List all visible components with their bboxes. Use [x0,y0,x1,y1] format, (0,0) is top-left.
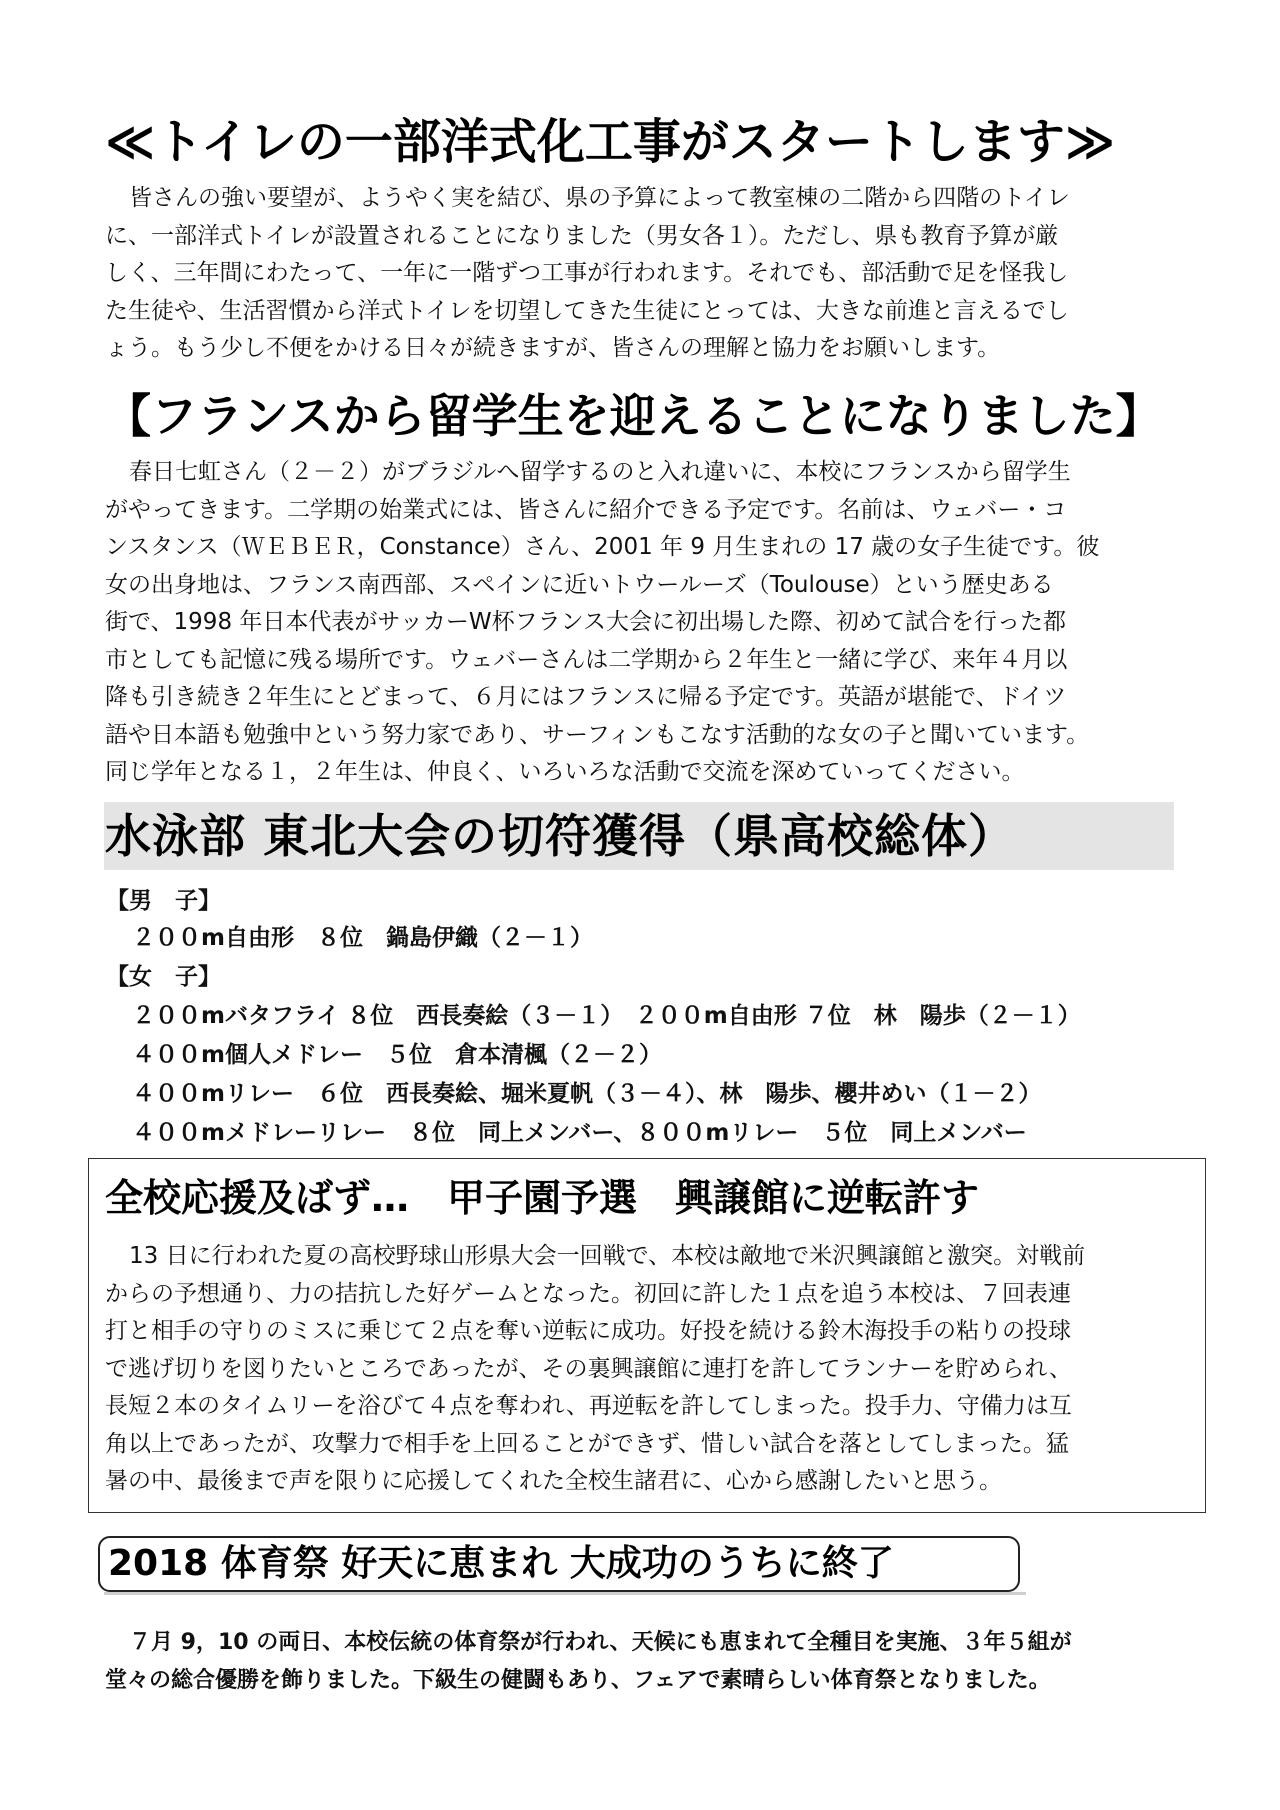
exchange-line: 語や日本語も勉強中という努力家であり、サーフィンもこなす活動的な女の子と聞いています。 [105,721,1090,748]
exchange-line: 降も引き続き２年生にとどまって、６月にはフランスに帰る予定です。英語が堪能で、ドイツ [105,684,1067,710]
exchange-article-body [105,454,1195,792]
baseball-line: で逃げ切りを図りたいところであったが、その裏興譲館に連打を許してランナーを貯められ、 [105,1355,1072,1382]
swim-result-row: ４００mリレー ６位 西長奏絵、堀米夏帆（３－４）、林 陽歩、櫻井めい（１－２） [132,1081,1042,1107]
baseball-article-title: 全校応援及ばず… 甲子園予選 興譲館に逆転許す [105,1176,980,1220]
swimming-article-title: 水泳部 東北大会の切符獲得（県高校総体） [105,809,1016,863]
exchange-line: 市としても記憶に残る場所です。ウェバーさんは二学期から２年生と一緒に学び、来年４月以 [105,646,1068,673]
girls-label: 【女 子】 [106,964,221,990]
baseball-line: 暑の中、最後まで声を限りに応援してくれた全校生諸君に、心から感謝したいと思う。 [105,1468,1002,1494]
baseball-line: 打と相手の守りのミスに乗じて２点を奪い逆転に成功。好投を続ける鈴木海投手の粘りの投球 [105,1318,1071,1344]
exchange-line: 同じ学年となる１，２年生は、仲良く、いろいろな活動で交流を深めていってください。 [105,759,1025,785]
exchange-article-title: 【フランスから留学生を迎えることになりました】 [105,389,1162,443]
exchange-line: 女の出身地は、フランス南西部、スペインに近いトウールーズ（Toulouse）という歴史ある [105,571,1054,598]
boys-label: 【男 子】 [106,888,221,914]
toilet-line: 皆さんの強い要望が、ようやく実を結び、県の予算によって教室棟の二階から四階のトイレ [129,185,1070,211]
sportsday-line: 堂々の総合優勝を飾りました。下級生の健闘もあり、フェアで素晴らしい体育祭となりました。 [105,1668,1051,1693]
toilet-line: しく、三年間にわたって、一年に一階ずつ工事が行われます。それでも、部活動で足を怪我し [105,260,1069,286]
swim-result-row: ４００mメドレーリレー ８位 同上メンバー、８００mリレー ５位 同上メンバー [132,1120,1027,1146]
sportsday-article-title: 2018 体育祭 好天に恵まれ 大成功のうちに終了 [108,1543,894,1584]
swim-result-row: ２００mバタフライ ８位 西長奏絵（３－１） ２００m自由形 ７位 林 陽歩（２－１） [132,1003,1081,1029]
sportsday-title-shadow [104,1592,1026,1595]
toilet-article-title: ≪トイレの一部洋式化工事がスタートします≫ [105,114,1116,170]
baseball-line: 角以上であったが、攻撃力で相手を上回ることができず、惜しい試合を落としてしまった。猛 [105,1430,1069,1457]
swim-result-row: ２００m自由形 ８位 鍋島伊織（２－１） [132,925,593,951]
baseball-line: からの予想通り、力の拮抗した好ゲームとなった。初回に許した１点を追う本校は、７回表連 [105,1280,1071,1307]
baseball-line: 長短２本のタイムリーを浴びて４点を奪われ、再逆転を許してしまった。投手力、守備力は互 [105,1393,1072,1419]
swim-result-row: ４００m個人メドレー ５位 倉本清楓（２－２） [132,1042,662,1068]
sportsday-article-body [105,1624,1195,1700]
baseball-line: 13 日に行われた夏の高校野球山形県大会一回戦で、本校は敵地で米沢興譲館と激突。対戦前 [129,1243,1086,1269]
exchange-line: ンスタンス（ＷＥＢＥＲ，Constance）さん、2001 年 9 月生まれの 17 歳の女子生徒です。彼 [105,534,1100,560]
exchange-line: がやってきます。二学期の始業式には、皆さんに紹介できる予定です。名前は、ウェバー・コ [105,496,1067,523]
toilet-line: た生徒や、生活習慣から洋式トイレを切望してきた生徒にとっては、大きな前進と言えるでし [105,297,1069,324]
toilet-line: に、一部洋式トイレが設置されることになりました（男女各１）。ただし、県も教育予算が厳 [105,222,1059,249]
sportsday-line: ７月 9，10 の両日、本校伝統の体育祭が行われ、天候にも恵まれて全種目を実施、３年５組が [129,1630,1072,1655]
exchange-line: 春日七虹さん（２－２）がブラジルへ留学するのと入れ違いに、本校にフランスから留学生 [129,459,1071,485]
baseball-article-body [105,1238,1195,1501]
exchange-line: 街で、1998 年日本代表がサッカーW杯フランス大会に初出場した際、初めて試合を行った都 [105,609,1066,635]
toilet-line: ょう。もう少し不便をかける日々が続きますが、皆さんの理解と協力をお願いします。 [105,335,1001,361]
toilet-article-body [105,180,1195,368]
